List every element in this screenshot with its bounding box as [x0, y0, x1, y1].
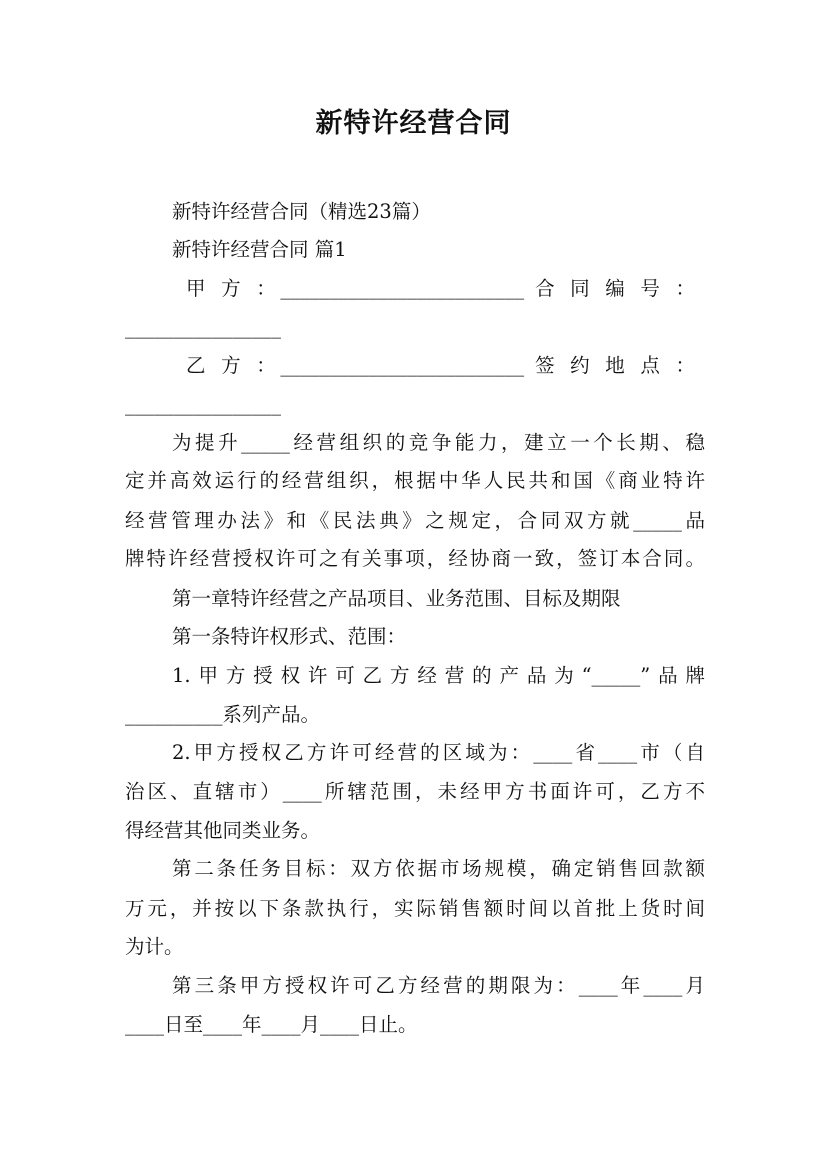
- paragraph-line: 定并高效运行的经营组织，根据中华人民共和国《商业特许: [125, 469, 705, 492]
- paragraph-line: 得经营其他同类业务。: [125, 819, 321, 842]
- paragraph-line: 万元，并按以下条款执行，实际销售额时间以首批上货时间: [125, 897, 705, 920]
- contract-number-blank: ________________: [125, 316, 281, 339]
- paragraph-line: 为计。: [125, 935, 184, 958]
- signing-place-blank: ________________: [125, 393, 281, 416]
- paragraph-line: 1.甲方授权许可乙方经营的产品为“_____”品牌: [172, 664, 705, 687]
- subtitle-line: 新特许经营合同（精选23篇）: [172, 200, 431, 223]
- paragraph-line: 2.甲方授权乙方许可经营的区域为：____省____市（自: [172, 741, 705, 764]
- party-b-line: 乙 方 ：_________________________ 签 约 地 点 ：: [186, 354, 695, 377]
- document-title: 新特许经营合同: [315, 108, 512, 139]
- paragraph-line: 第三条甲方授权许可乙方经营的期限为：____年____月: [172, 974, 705, 997]
- paragraph-line: 为提升_____经营组织的竞争能力，建立一个长期、稳: [172, 431, 705, 454]
- paragraph-line: 经营管理办法》和《民法典》之规定，合同双方就_____品: [125, 509, 705, 532]
- paragraph-line: 第二条任务目标：双方依据市场规模，确定销售回款额: [172, 857, 705, 880]
- paragraph-line: ____日至____年____月____日止。: [125, 1013, 418, 1036]
- article-heading: 第一条特许权形式、范围：: [172, 625, 407, 648]
- party-a-line: 甲 方 ：_________________________ 合 同 编 号 ：: [186, 277, 695, 300]
- paragraph-line: __________系列产品。: [125, 703, 321, 726]
- paragraph-line: 治区、直辖市）____所辖范围，未经甲方书面许可，乙方不: [125, 780, 705, 803]
- section-heading: 新特许经营合同 篇1: [172, 238, 347, 261]
- paragraph-line: 牌特许经营授权许可之有关事项，经协商一致，签订本合同。: [125, 547, 705, 570]
- chapter-heading: 第一章特许经营之产品项目、业务范围、目标及期限: [172, 587, 621, 610]
